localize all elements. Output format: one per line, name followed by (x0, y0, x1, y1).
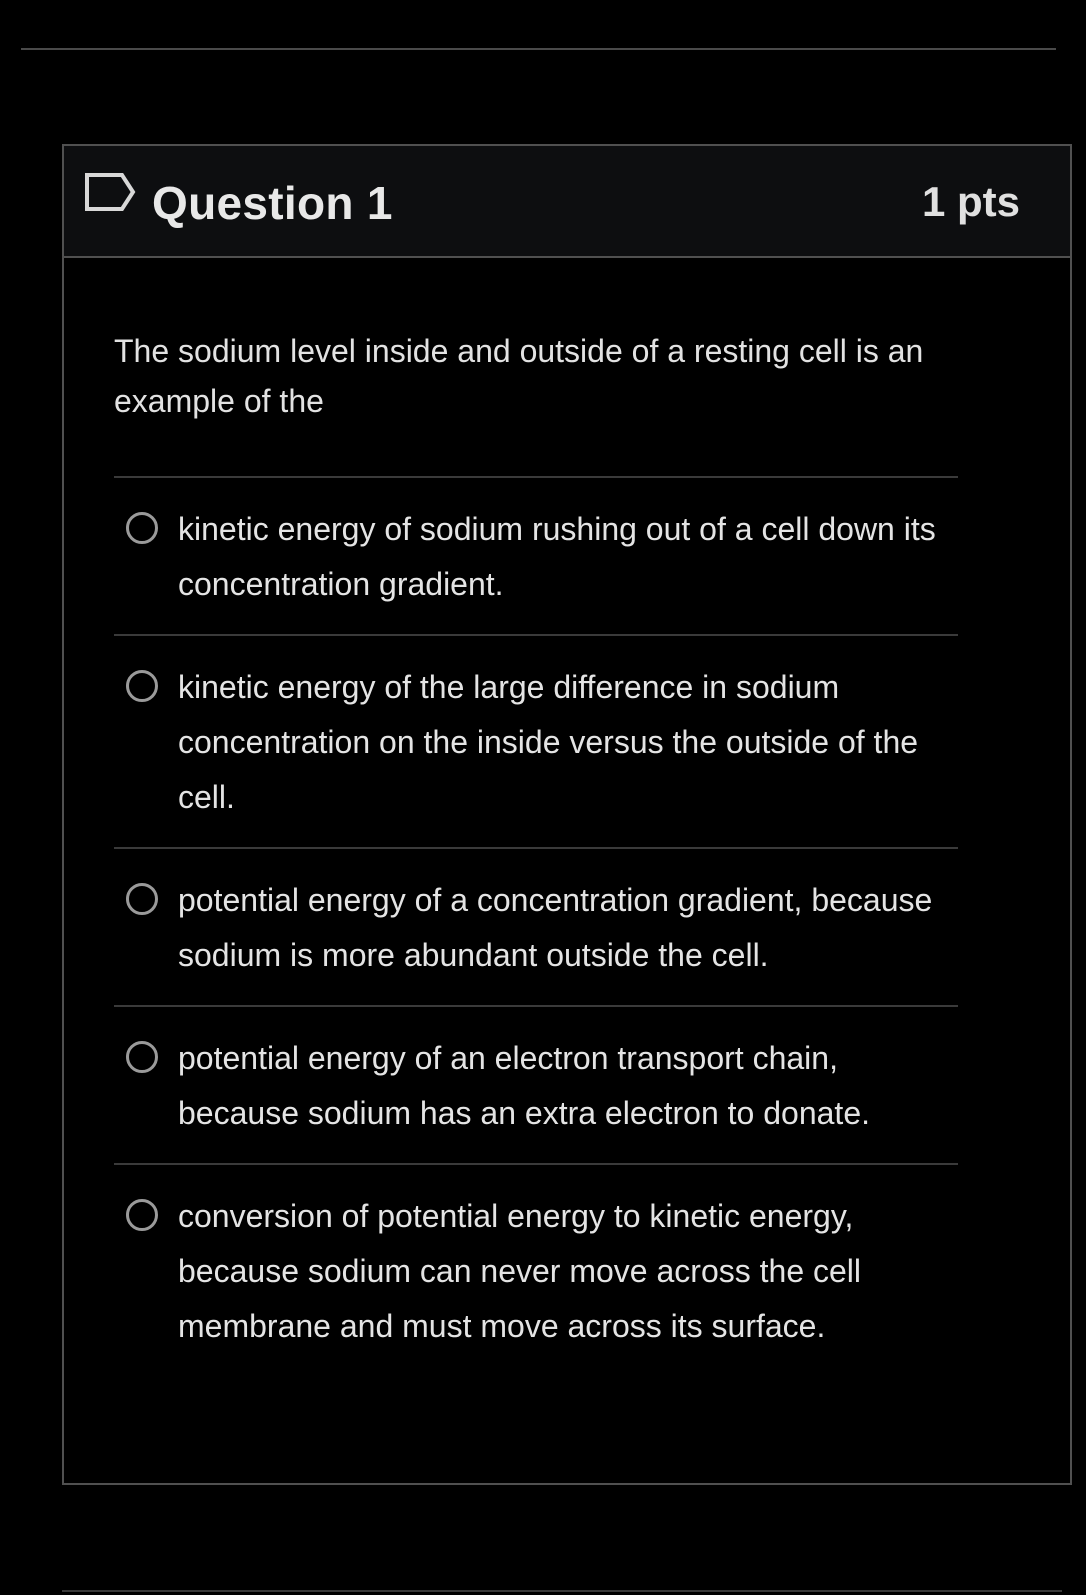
question-card (62, 144, 1072, 1485)
answer-label-2[interactable]: kinetic energy of the large difference in sodium concentration on the inside versus the outside of the cell. (178, 669, 919, 815)
radio-button-2[interactable] (126, 670, 158, 702)
question-header (64, 146, 1070, 258)
question-title: Question 1 (152, 177, 393, 229)
answer-label-3[interactable]: potential energy of a concentration gradient, because sodium is more abundant outside the cell. (178, 882, 933, 973)
bottom-divider (62, 1590, 1062, 1592)
answer-list (114, 476, 958, 1376)
answer-option-1[interactable] (114, 476, 958, 634)
answer-option-5[interactable] (114, 1163, 958, 1376)
answer-label-4[interactable]: potential energy of an electron transport chain, because sodium has an extra electron to donate. (178, 1040, 870, 1131)
top-divider (21, 48, 1056, 50)
flag-outline-icon[interactable] (84, 172, 136, 212)
question-points: 1 pts (921, 178, 1020, 225)
answer-option-2[interactable] (114, 634, 958, 847)
question-text: The sodium level inside and outside of a resting cell is an example of the (114, 333, 924, 419)
answer-option-3[interactable] (114, 847, 958, 1005)
radio-button-5[interactable] (126, 1199, 158, 1231)
radio-button-1[interactable] (126, 512, 158, 544)
radio-button-3[interactable] (126, 883, 158, 915)
answer-label-5[interactable]: conversion of potential energy to kinetic energy, because sodium can never move across the cell membrane and must move across its surface. (178, 1198, 862, 1344)
answer-label-1[interactable]: kinetic energy of sodium rushing out of a cell down its concentration gradient. (178, 511, 936, 602)
answer-option-4[interactable] (114, 1005, 958, 1163)
radio-button-4[interactable] (126, 1041, 158, 1073)
